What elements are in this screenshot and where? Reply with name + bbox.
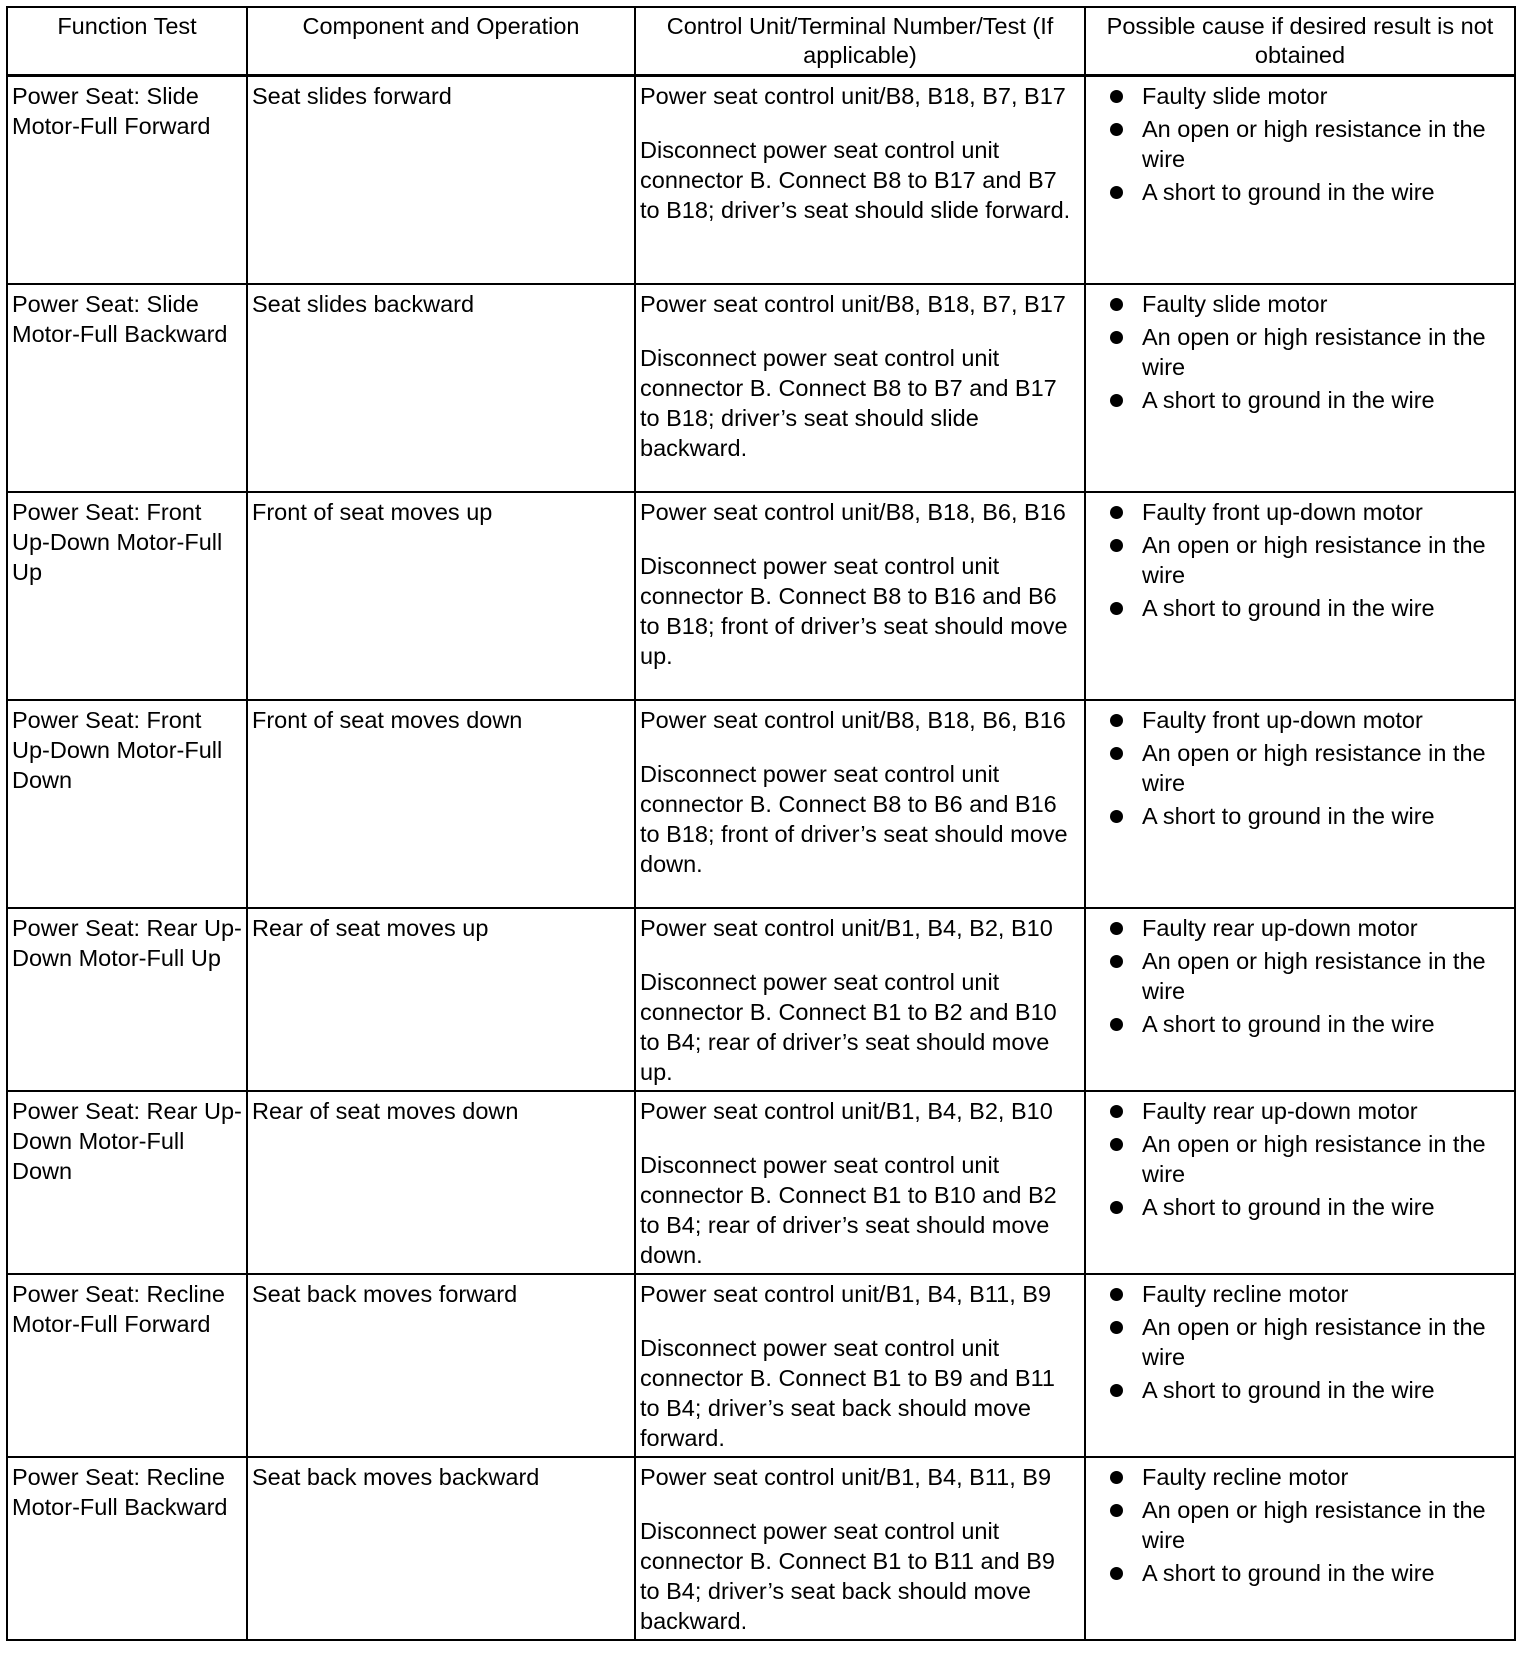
component-operation-cell: Seat back moves forward <box>247 1274 635 1457</box>
test-procedure: Disconnect power seat control unit connector B. Connect B1 to B10 and B2 to B4; rear of driver’s seat should move down. <box>640 1152 1057 1268</box>
control-unit-terminals: Power seat control unit/B1, B4, B11, B9 <box>640 1464 1052 1490</box>
cause-item <box>1090 1375 1510 1405</box>
table-row <box>7 284 1515 492</box>
cause-list <box>1090 1462 1510 1588</box>
control-unit-terminals: Power seat control unit/B8, B18, B6, B16 <box>640 499 1066 525</box>
bullet-icon <box>1110 1138 1123 1151</box>
function-test-cell: Power Seat: Front Up-Down Motor-Full Down <box>7 700 247 908</box>
cause-text: An open or high resistance in the wire <box>1142 1131 1486 1187</box>
cause-text: An open or high resistance in the wire <box>1142 1497 1486 1553</box>
header-possible-cause: Possible cause if desired result is not obtained <box>1085 7 1515 76</box>
test-procedure: Disconnect power seat control unit connector B. Connect B1 to B2 and B10 to B4; rear of driver’s seat should move up. <box>640 969 1057 1085</box>
function-test-cell: Power Seat: Front Up-Down Motor-Full Up <box>7 492 247 700</box>
cause-list <box>1090 81 1510 207</box>
possible-cause-cell <box>1085 1274 1515 1457</box>
cause-text: An open or high resistance in the wire <box>1142 1314 1486 1370</box>
bullet-icon <box>1110 602 1123 615</box>
document-page <box>6 6 1514 1641</box>
cause-text: Faulty front up-down motor <box>1142 707 1423 733</box>
control-unit-cell <box>635 908 1085 1091</box>
control-unit-terminals: Power seat control unit/B1, B4, B2, B10 <box>640 915 1053 941</box>
test-procedure: Disconnect power seat control unit connector B. Connect B8 to B7 and B17 to B18; driver’s seat should slide backward. <box>640 345 1057 461</box>
table-row <box>7 76 1515 285</box>
control-unit-cell <box>635 1091 1085 1274</box>
cause-text: A short to ground in the wire <box>1142 595 1435 621</box>
control-unit-cell <box>635 76 1085 285</box>
function-test-cell: Power Seat: Recline Motor-Full Forward <box>7 1274 247 1457</box>
bullet-icon <box>1110 298 1123 311</box>
header-component-operation: Component and Operation <box>247 7 635 76</box>
table-row <box>7 700 1515 908</box>
cause-item <box>1090 385 1510 415</box>
cause-list <box>1090 1279 1510 1405</box>
function-test-table <box>6 6 1516 1641</box>
test-procedure: Disconnect power seat control unit connector B. Connect B1 to B9 and B11 to B4; driver’s seat back should move forward. <box>640 1335 1056 1451</box>
cause-item <box>1090 1558 1510 1588</box>
bullet-icon <box>1110 1471 1123 1484</box>
control-unit-terminals: Power seat control unit/B8, B18, B7, B17 <box>640 291 1066 317</box>
control-unit-cell <box>635 1457 1085 1640</box>
possible-cause-cell <box>1085 700 1515 908</box>
bullet-icon <box>1110 714 1123 727</box>
cause-text: An open or high resistance in the wire <box>1142 948 1486 1004</box>
bullet-icon <box>1110 394 1123 407</box>
bullet-icon <box>1110 1384 1123 1397</box>
bullet-icon <box>1110 747 1123 760</box>
component-operation-cell: Seat slides backward <box>247 284 635 492</box>
bullet-icon <box>1110 810 1123 823</box>
cause-text: An open or high resistance in the wire <box>1142 116 1486 172</box>
cause-text: Faulty rear up-down motor <box>1142 1098 1418 1124</box>
bullet-icon <box>1110 1321 1123 1334</box>
table-row <box>7 1457 1515 1640</box>
cause-item <box>1090 1192 1510 1222</box>
bullet-icon <box>1110 90 1123 103</box>
cause-item <box>1090 81 1510 111</box>
component-operation-cell: Front of seat moves up <box>247 492 635 700</box>
possible-cause-cell <box>1085 284 1515 492</box>
bullet-icon <box>1110 922 1123 935</box>
cause-item <box>1090 114 1510 174</box>
cause-item <box>1090 289 1510 319</box>
cause-text: A short to ground in the wire <box>1142 1011 1435 1037</box>
function-test-cell: Power Seat: Rear Up-Down Motor-Full Up <box>7 908 247 1091</box>
cause-item <box>1090 1129 1510 1189</box>
bullet-icon <box>1110 1567 1123 1580</box>
component-operation-cell: Rear of seat moves down <box>247 1091 635 1274</box>
bullet-icon <box>1110 1018 1123 1031</box>
table-header <box>7 7 1515 76</box>
possible-cause-cell <box>1085 1091 1515 1274</box>
cause-list <box>1090 913 1510 1039</box>
cause-list <box>1090 289 1510 415</box>
cause-list <box>1090 497 1510 623</box>
cause-text: An open or high resistance in the wire <box>1142 532 1486 588</box>
possible-cause-cell <box>1085 1457 1515 1640</box>
cause-text: Faulty recline motor <box>1142 1281 1349 1307</box>
control-unit-cell <box>635 1274 1085 1457</box>
cause-text: A short to ground in the wire <box>1142 387 1435 413</box>
cause-item <box>1090 593 1510 623</box>
cause-text: A short to ground in the wire <box>1142 179 1435 205</box>
cause-item <box>1090 1495 1510 1555</box>
header-row <box>7 7 1515 76</box>
bullet-icon <box>1110 1288 1123 1301</box>
cause-item <box>1090 738 1510 798</box>
component-operation-cell: Seat slides forward <box>247 76 635 285</box>
control-unit-cell <box>635 284 1085 492</box>
control-unit-terminals: Power seat control unit/B1, B4, B11, B9 <box>640 1281 1052 1307</box>
control-unit-cell <box>635 700 1085 908</box>
table-row <box>7 908 1515 1091</box>
component-operation-cell: Seat back moves backward <box>247 1457 635 1640</box>
cause-text: Faulty rear up-down motor <box>1142 915 1418 941</box>
table-row <box>7 492 1515 700</box>
header-function-test: Function Test <box>7 7 247 76</box>
bullet-icon <box>1110 1504 1123 1517</box>
cause-item <box>1090 177 1510 207</box>
cause-item <box>1090 705 1510 735</box>
header-control-unit: Control Unit/Terminal Number/Test (If applicable) <box>635 7 1085 76</box>
component-operation-cell: Rear of seat moves up <box>247 908 635 1091</box>
test-procedure: Disconnect power seat control unit connector B. Connect B8 to B6 and B16 to B18; front of driver’s seat should move down. <box>640 761 1068 877</box>
function-test-cell: Power Seat: Slide Motor-Full Backward <box>7 284 247 492</box>
control-unit-cell <box>635 492 1085 700</box>
bullet-icon <box>1110 506 1123 519</box>
cause-item <box>1090 322 1510 382</box>
cause-item <box>1090 913 1510 943</box>
cause-text: A short to ground in the wire <box>1142 1560 1435 1586</box>
cause-text: An open or high resistance in the wire <box>1142 740 1486 796</box>
component-operation-cell: Front of seat moves down <box>247 700 635 908</box>
function-test-cell: Power Seat: Recline Motor-Full Backward <box>7 1457 247 1640</box>
cause-item <box>1090 1279 1510 1309</box>
table-row <box>7 1274 1515 1457</box>
cause-text: An open or high resistance in the wire <box>1142 324 1486 380</box>
function-test-cell: Power Seat: Slide Motor-Full Forward <box>7 76 247 285</box>
cause-item <box>1090 946 1510 1006</box>
cause-text: Faulty recline motor <box>1142 1464 1349 1490</box>
bullet-icon <box>1110 1201 1123 1214</box>
cause-text: Faulty front up-down motor <box>1142 499 1423 525</box>
table-body <box>7 76 1515 1641</box>
control-unit-terminals: Power seat control unit/B8, B18, B6, B16 <box>640 707 1066 733</box>
possible-cause-cell <box>1085 76 1515 285</box>
cause-text: A short to ground in the wire <box>1142 803 1435 829</box>
possible-cause-cell <box>1085 908 1515 1091</box>
cause-item <box>1090 1009 1510 1039</box>
cause-text: A short to ground in the wire <box>1142 1377 1435 1403</box>
cause-item <box>1090 1312 1510 1372</box>
test-procedure: Disconnect power seat control unit connector B. Connect B8 to B17 and B7 to B18; driver’s seat should slide forward. <box>640 137 1071 223</box>
cause-item <box>1090 801 1510 831</box>
control-unit-terminals: Power seat control unit/B1, B4, B2, B10 <box>640 1098 1053 1124</box>
bullet-icon <box>1110 331 1123 344</box>
test-procedure: Disconnect power seat control unit connector B. Connect B8 to B16 and B6 to B18; front of driver’s seat should move up. <box>640 553 1068 669</box>
test-procedure: Disconnect power seat control unit connector B. Connect B1 to B11 and B9 to B4; driver’s seat back should move backward. <box>640 1518 1056 1634</box>
cause-text: Faulty slide motor <box>1142 291 1328 317</box>
bullet-icon <box>1110 539 1123 552</box>
cause-item <box>1090 1096 1510 1126</box>
bullet-icon <box>1110 1105 1123 1118</box>
cause-list <box>1090 1096 1510 1222</box>
cause-text: A short to ground in the wire <box>1142 1194 1435 1220</box>
cause-item <box>1090 497 1510 527</box>
cause-list <box>1090 705 1510 831</box>
cause-item <box>1090 1462 1510 1492</box>
control-unit-terminals: Power seat control unit/B8, B18, B7, B17 <box>640 83 1066 109</box>
cause-text: Faulty slide motor <box>1142 83 1328 109</box>
bullet-icon <box>1110 123 1123 136</box>
possible-cause-cell <box>1085 492 1515 700</box>
table-row <box>7 1091 1515 1274</box>
cause-item <box>1090 530 1510 590</box>
function-test-cell: Power Seat: Rear Up-Down Motor-Full Down <box>7 1091 247 1274</box>
bullet-icon <box>1110 186 1123 199</box>
bullet-icon <box>1110 955 1123 968</box>
